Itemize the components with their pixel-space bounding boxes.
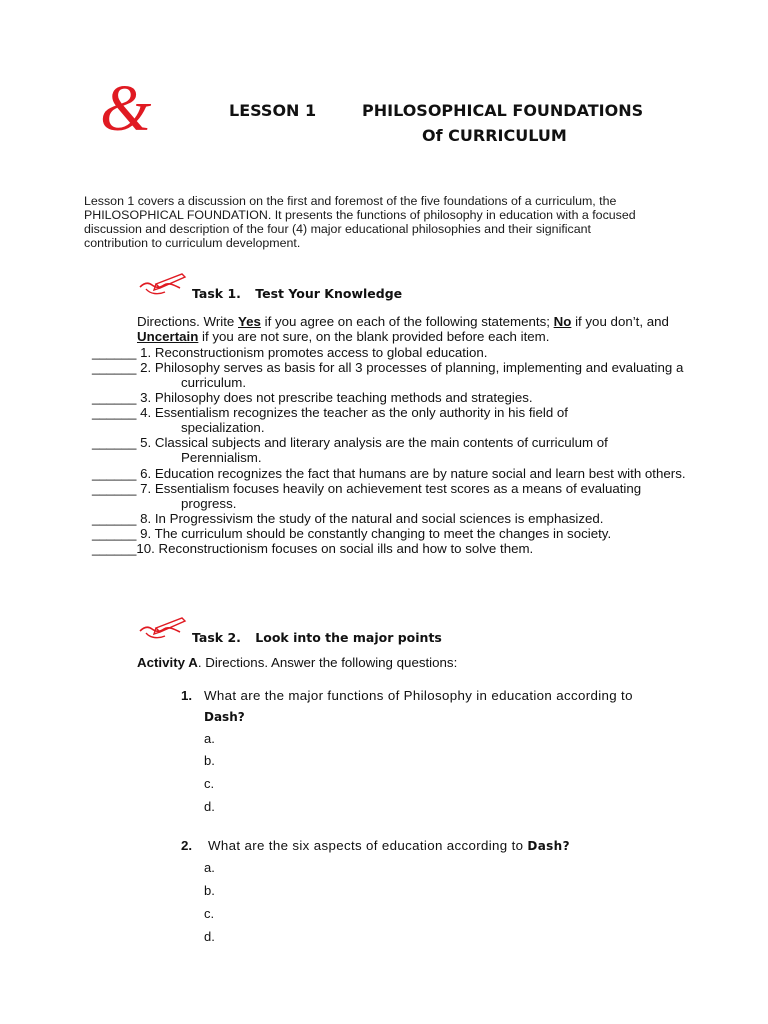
intro-line: contribution to curriculum development.	[84, 236, 301, 250]
answer-option: a.	[204, 731, 215, 746]
list-item-continuation: Perennialism.	[181, 450, 262, 465]
answer-option: c.	[204, 906, 215, 921]
task1-title: Test Your Knowledge	[255, 286, 403, 301]
list-item: ______ 4. Essentialism recognizes the teacher as the only authority in his field of	[92, 405, 569, 420]
task2-heading	[192, 630, 442, 645]
answer-option: b.	[204, 753, 215, 768]
intro-line: Lesson 1 covers a discussion on the first and foremost of the five foundations of a curriculum, the	[84, 194, 617, 208]
directions-text: if you don’t, and	[571, 314, 669, 329]
list-item: ______ 5. Classical subjects and literary analysis are the main contents of curriculum of	[92, 435, 608, 450]
list-item: ______ 7. Essentialism focuses heavily on achievement test scores as a means of evaluating	[92, 481, 642, 496]
task1-label: Task 1.	[192, 286, 241, 301]
directions-text: if you agree on each of the following statements;	[260, 314, 554, 329]
question-text	[208, 838, 570, 853]
task2-label: Task 2.	[192, 630, 241, 645]
list-item-continuation: specialization.	[181, 420, 265, 435]
question-keyword: Dash?	[204, 710, 245, 724]
list-item: ______10. Reconstructionism focuses on social ills and how to solve them.	[92, 541, 534, 556]
list-item-continuation: curriculum.	[181, 375, 247, 390]
answer-option: c.	[204, 776, 215, 791]
page-title: PHILOSOPHICAL FOUNDATIONS	[362, 101, 644, 120]
directions-text: if you are not sure, on the blank provided before each item.	[198, 329, 550, 344]
list-item: ______ 2. Philosophy serves as basis for all 3 processes of planning, implementing and evaluating a	[92, 360, 684, 375]
activity-label: Activity A	[137, 655, 198, 670]
answer-option: d.	[204, 929, 215, 944]
list-item-continuation: progress.	[181, 496, 237, 511]
page-subtitle: Of CURRICULUM	[422, 126, 567, 145]
intro-paragraph	[84, 194, 724, 250]
list-item: ______ 6. Education recognizes the fact that humans are by nature social and learn best with others.	[92, 466, 686, 481]
question-keyword: Dash?	[527, 839, 570, 853]
task1-heading	[192, 286, 402, 301]
directions-text: Directions. Write	[137, 314, 238, 329]
intro-line: PHILOSOPHICAL FOUNDATION. It presents the functions of philosophy in education with a focused	[84, 208, 636, 222]
uncertain-keyword: Uncertain	[137, 329, 199, 344]
list-item: ______ 3. Philosophy does not prescribe teaching methods and strategies.	[92, 390, 533, 405]
pen-writing-icon	[138, 272, 188, 298]
answer-option: a.	[204, 860, 215, 875]
yes-keyword: Yes	[237, 314, 261, 329]
question-text: What are the major functions of Philosophy in education according to	[204, 688, 633, 703]
no-keyword: No	[553, 314, 572, 329]
list-item: ______ 1. Reconstructionism promotes access to global education.	[92, 345, 488, 360]
ampersand-logo: &	[100, 72, 152, 145]
answer-option: d.	[204, 799, 215, 814]
question-number: 2.	[181, 838, 193, 853]
activity-a-directions	[137, 655, 457, 670]
lesson-label: LESSON 1	[229, 101, 317, 120]
task1-directions-line2	[137, 329, 549, 344]
answer-option: b.	[204, 883, 215, 898]
list-item: ______ 9. The curriculum should be constantly changing to meet the changes in society.	[92, 526, 612, 541]
question-number: 1.	[181, 688, 193, 703]
task2-title: Look into the major points	[255, 630, 442, 645]
question-text-body: What are the six aspects of education according to	[208, 838, 524, 853]
task1-directions-line1	[137, 314, 669, 329]
intro-line: discussion and description of the four (4) major educational philosophies and their significant	[84, 222, 591, 236]
pen-writing-icon	[138, 616, 188, 642]
list-item: ______ 8. In Progressivism the study of the natural and social sciences is emphasized.	[92, 511, 604, 526]
activity-text: . Directions. Answer the following questions:	[197, 655, 458, 670]
